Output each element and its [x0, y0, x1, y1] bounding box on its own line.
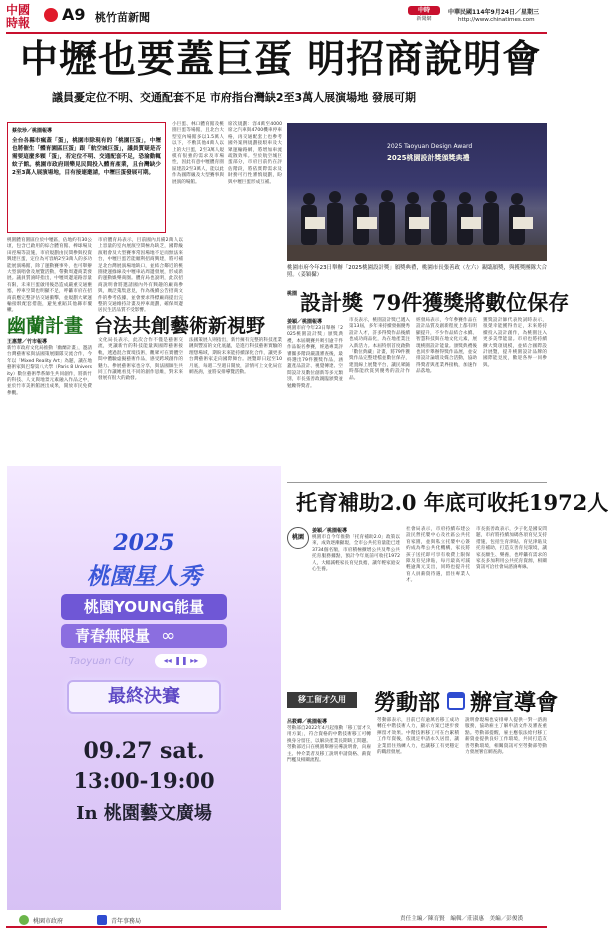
childcare-reporter: 姜穎／桃園報導 — [312, 528, 348, 534]
page-number-icon — [44, 8, 58, 22]
design-body-col1: 桃園市府今年23日舉辦「2025桃園設計獎」頒獎典禮，本屆競賽共吸引逾千件作品報名參賽，經過專業評審團多階段嚴謹審查後，最終選出79件獲獎作品，涵蓋產品設計、視覺傳達、空間設計及數位創新等多元類別，市長張善政親臨頒獎並勉勵得獎者。 — [287, 326, 343, 389]
orchid-body-col3: 法國策展人則指出，新竹擁有完整的科技產業鏈與豐富的文化底蘊，是進行科技藝術實驗的理想場域，期盼未來能持續深化合作，讓更多台灣藝術家走向國際舞台。展覽即日起至10月底，每週二至週日開放，詳情可上文化局官網查詢，並將安排導覽活動。 — [189, 338, 282, 376]
lead-summary: 全台各縣市瘋蓋「蛋」，桃園市除現有的「桃園巨蛋」，中壢也將催生「體育園區巨蛋」跟「航空城巨蛋」，議員質疑是否需要這麼多顆「蛋」，若定位不明、交通配套不足，恐淪動輒蚊子館。桃園市政府則樂見民間投入體育產業，且台灣缺少2至3萬人展演場地，目有接連邀請，中壢巨蛋發展可期。 — [12, 138, 161, 176]
labor-tag: 移工留才久用 — [298, 695, 346, 704]
orchid-title: 幽蘭計畫 — [7, 315, 84, 337]
badge-bottom: 新聞網 — [416, 16, 432, 22]
labor-tag-box — [287, 692, 357, 708]
sponsor-logo-1: 桃園市政府 — [33, 918, 64, 925]
website-url: http://www.chinatimes.com — [458, 17, 535, 23]
city-caption: Taoyuan City — [69, 656, 134, 667]
infinite-banner — [61, 624, 227, 648]
masthead-rule — [6, 32, 547, 34]
orchid-reporter: 王惠慧／竹市報導 — [7, 339, 48, 345]
lead-reporter: 蔡依珍／桃園報導 — [12, 128, 53, 134]
issue-date: 中華民國114年9月24日／星期三 — [448, 9, 540, 16]
infinite-text: 青春無限量 — [75, 627, 151, 645]
young-banner — [61, 594, 227, 620]
footer-rule — [6, 926, 547, 928]
photo-caption: 桃園市府今年23日舉辦「2025桃園設計獎」頒獎典禮，桃園市長張善政（左六）親臨頒獎，與獲獎團隊大合照。（姜穎攝） — [287, 265, 547, 278]
childcare-body-col1: 桃園市自今年推動「托育補助2.0」政策以來，成效逐漸顯現，全市公共托育量能已達3734個名額，市府積極擴增公共及準公共托育服務據點，預計今年底前可收托1972人，大幅減輕家長育兒負擔，讓年輕家庭安心生養。 — [312, 535, 400, 573]
childcare-headline: 托育補助2.0 年底可收托1972人 — [296, 490, 608, 515]
youth-logo-icon — [97, 915, 107, 925]
lead-body-col1: 桃園體育園區位於中壢區，佔地約有30公頃，包含已啟用的綜合體育館、棒球場及田徑場等設施，市府規劃由民間參與投資興建巨蛋，定位為可容納2至3萬人的多功能展演場館，除了運動賽事外，也可舉辦大型演唱會及展覽活動，帶動周邊商業發展。議員質詢時指出，中壢周邊道路容量有限，未來巨蛋啟用後恐造成嚴重交通壅塞，停車空間也明顯不足，呼籲市府在招商前應完整評估交通衝擊，並規劃大眾運輸接駁配套措施，避免重蹈其他縣市覆轍。 — [7, 238, 92, 314]
design-tag: 桃園 — [287, 291, 298, 297]
concert-title: 桃園星人秀 — [86, 563, 202, 590]
design-headline-right: 79件獲獎將數位保存 — [372, 290, 570, 315]
design-body-col2: 市長表示，桃園設計獎已邁入第13屆，多年來持續發掘優秀設計人才，許多得獎作品後續也成功商品化，為在地產業注入新活力。本屆特別首度啟動「數位典藏」計畫，將79件獲獎作品完整建檔並數位保存，建置線上展覽平台，讓民眾隨時都能欣賞到優秀的設計作品。 — [349, 318, 410, 381]
orchid-headline: 台法共創藝術新視野 — [94, 315, 266, 337]
design-body-col4: 獲獎設計師代表致詞時表示，很榮幸能獲得肯定，未來將持續投入設計創作，為桃園注入更多美學能量。市府也將持續擴大獎項規模，並結合國際設計展覽，提升桃園設計品牌的國際能見度，歡迎各界一同參與。 — [483, 318, 547, 368]
calendar-icon — [447, 692, 465, 710]
chinatimes-badge — [408, 6, 440, 26]
lead-body-col4: 席次規劃：容4萬至4000席之汽車與4700機車停車格，再交通配套上也參考國外案例規劃接駁車及大眾運輸路網，將增加車流疏散效率。至於航空城巨蛋部分，市府目前仍在評估階段，將依實際需求及財務可行性審慎規劃，盼與中壢巨蛋形成互補。 — [228, 122, 282, 185]
rewind-icon: ◂◂ — [163, 656, 172, 665]
logo-line2: 時報 — [6, 16, 31, 30]
badge-top: 中時 — [408, 6, 440, 15]
infinity-icon: ∞ — [161, 626, 176, 646]
lead-body-col3: 小巨蛋、林口體育館及桃園巨蛋等場館，且北台大型室內場館多以1.5萬人以下，不敷其他4萬人以上的大巨蛋，2至3萬人規模有很強的需求及市場性，因此有意中壢體育園區建設2至3萬人，能以此作為國際級及大型賽事與展演的場館。 — [172, 122, 224, 185]
labor-body-col3: 說明會現場也安排專人提供一對一諮詢服務，協助雇主了解申請文件及審查重點。勞動部提醒，雇主應依法給付移工薪資並提供良好工作環境，共同打造友善勞動環境，相關資訊可至勞動部勞動力發展署官網查詢。 — [465, 718, 547, 756]
labor-body-col1: 勞動部自2022年4月起推動「移工留才久用方案」，符合資格的中階技術移工可轉換身分留任，以解決產業長期缺工問題。勞動部近日在桃園舉辦宣導說明會，向雇主、仲介業者及移工說明申請資格、薪資門檻及相關流程。 — [287, 726, 371, 764]
design-reporter: 姜穎／桃園報導 — [287, 319, 323, 325]
attendees-group — [287, 181, 547, 261]
taoyuan-logo-icon — [19, 915, 29, 925]
lead-summary-box — [7, 122, 166, 233]
stage-floor — [287, 245, 547, 261]
final-badge — [67, 680, 221, 714]
labor-headline-right: 辦宣導會 — [470, 690, 559, 716]
labor-body-col2: 勞動部表示，目前已有逾萬名移工成功轉任中階技術人力，顯示方案已逐步發揮留才效果。中階技術移工可在台累積工作年資後，依規定申請永久居留，讓企業留住熟練人力，也讓移工有更穩定的職涯發展。 — [377, 718, 459, 756]
labor-reporter: 呂筱蟬／桃園報導 — [287, 719, 328, 725]
lead-subheadline: 議員憂定位不明、交通配套不足 市府指台灣缺2至3萬人展演場地 發展可期 — [52, 91, 416, 104]
photo-banner: 2025 Taoyuan Design Award — [387, 143, 473, 150]
concert-advertisement — [7, 466, 281, 930]
childcare-body-col3: 市長張善政表示，少子化是國安問題，市府將持續加碼各項育兒支持措施，包括生育津貼、育兒津貼及托育補助，打造友善育兒環境，讓家長願生、樂養，也呼籲有需求的家長多加利用公共托育資源，相關資訊可洽社會局諮詢專線。 — [476, 527, 547, 571]
final-text: 最終決賽 — [108, 686, 180, 707]
childcare-tag-icon — [287, 527, 309, 549]
award-ceremony-photo — [287, 123, 547, 261]
concert-year: 2025 — [113, 530, 175, 556]
lead-body-col2: 市府體育局表示，目前國內具備2萬人以上容量的室內展演空間極為缺乏，國際級演唱會及大型賽事常因場地不足而無法來台，中壢巨蛋若能順利招商興建，將可補足北台灣展演場地缺口，並結合鄰近的桃園捷運綠線及中壢車站周邊發展，形成新的運動娛樂商圈。體育局也說明，此次招商說明會將邀請國內外有興趣的廠商參與，廣泛蒐集意見，作為後續公告招商文件的參考依據，並會要求得標廠商提出完整的交通維持計畫及停車規劃，確保周邊居民生活品質不受影響。 — [98, 238, 183, 314]
orchid-body-col1: 新竹市政府文化局推動「幽蘭計畫」，邀請台灣藝術家與法國策展團隊交流合作，今年以「Mixed Reality Art」為題，讓在地藝術家與巴黎第八大學（Paris 8 University）數位藝術學系師生共同創作，將新竹的科技、人文與地景元素融入作品之中，並於竹市美術館展出成果，開放市民免費參觀。 — [7, 346, 92, 396]
concert-venue: In 桃園藝文廣場 — [76, 803, 212, 824]
childcare-tag: 桃園 — [291, 534, 304, 541]
forward-icon: ▸▸ — [190, 656, 199, 665]
logo-line1: 中國 — [6, 3, 31, 17]
labor-headline-left: 勞動部 — [374, 690, 441, 716]
sponsor-logo-2: 青年事務局 — [111, 918, 142, 925]
childcare-section-rule — [287, 482, 547, 483]
orchid-body-col2: 文化局長表示，此次合作不僅是藝術交流，更讓新竹的科技能量與國際藝術接軌，透過混合實境技術，觀眾可在實體空間中體驗虛擬藝術作品，感受跨域創作的魅力。參展藝術家也分享，與法國師生共同工作讓她看見不同的創作思維，對未來發展有很大的啟發。 — [98, 338, 183, 382]
lead-headline: 中壢也要蓋巨蛋 明招商說明會 — [20, 36, 542, 81]
newspaper-logo — [6, 4, 36, 31]
young-text: 桃園YOUNG能量 — [83, 598, 205, 616]
page-number: A9 — [62, 5, 86, 24]
concert-time: 13:00-19:00 — [73, 768, 215, 793]
footer-credits: 責任主編／陳育賢 編輯／莊淑惠 美編／彭俊漢 — [400, 916, 524, 922]
photo-sub-banner: 2025桃園設計獎頒獎典禮 — [387, 154, 470, 162]
masthead — [0, 0, 553, 36]
section-name: 桃竹苗新聞 — [95, 11, 150, 24]
media-controls — [155, 654, 207, 668]
design-headline-left: 設計獎 — [300, 290, 363, 315]
childcare-body-col2: 社會局表示，市府持續布建公設民營托嬰中心及社區公共托育家園，並與私立托嬰中心簽約成為準公共化機構，家長將孩子送托即可享有收費上限保障及育兒津貼，每月最高可減輕逾萬元支出，同時也提升托育人員薪資待遇，留住專業人才。 — [406, 527, 470, 584]
concert-date: 09.27 sat. — [83, 738, 205, 764]
pause-icon: ❚❚ — [174, 656, 188, 665]
design-body-col3: 經發局表示，今年參賽作品在設計品質及創新程度上都有明顯提升，不少作品結合永續、智慧科技與在地文化元素，展現桃園設計能量。頒獎典禮後也同步舉辦得獎作品展，並安排設計論壇及媒合活動，協助得獎者與產業界接軌，加速作品落地。 — [416, 318, 477, 375]
